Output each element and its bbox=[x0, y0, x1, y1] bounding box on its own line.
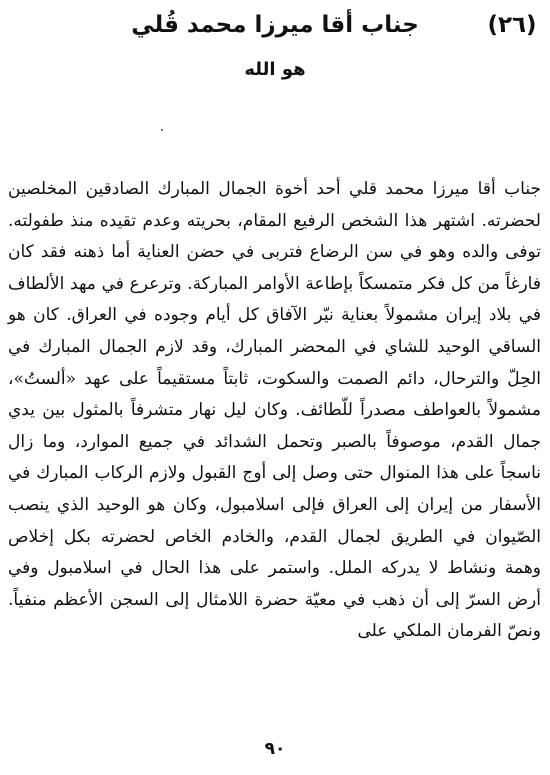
chapter-number: (٢٦) bbox=[487, 12, 537, 38]
ink-dot bbox=[161, 129, 163, 131]
body-paragraph: جناب أقا ميرزا محمد قلي أحد أخوة الجمال المبارك الصادقين المخلصين لحضرته. اشتهر هذا الشخص الرفيع المقام، بحريته وعدم تقيده منذ طفولته. توفى والده وهو في سن الرضاع فتربى في حضن العناية أما ذهنه فقد كان فارغاً من كل فكر متمسكاً بإطاعة الأوامر المباركة. وترعرع في مهد الألطاف في بلاد إيران مشمولاً بعناية نيّر الآفاق كل أيام وجوده في العراق. كان هو الساقي الوحيد للشاي في المحضر المبارك، وقد لازم الجمال المبارك في الحِلّ والترحال، دائم الصمت والسكوت، ثابتاً مستقيماً على عهد «ألستُ»، مشمولاً بالعواطف مصدراً للّطائف. وكان ليل نهار متشرفاً بالمثول بين يدي جمال القدم، موصوفاً بالصبر وتحمل الشدائد في جميع الموارد، وما زال ناسجاً على هذا المنوال حتى وصل إلى أوج القبول ولازم الركاب المبارك في الأسفار من إيران إلى العراق فإلى اسلامبول، وكان هو الوحيد الذي ينصب الصّيوان في الطريق لجمال القدم، والخادم الخاص لحضرته بكل إخلاص وهمة ونشاط لا يدركه الملل. واستمر على هذا الحال في اسلامبول وفي أرض السرّ إلى أن ذهب في معيّة حضرة اللامثال إلى السجن الأعظم منفياً. ونصّ الفرمان الملكي على bbox=[8, 179, 541, 642]
invocation-heading: هو الله bbox=[244, 59, 306, 80]
page-number: ٩٠ bbox=[264, 739, 286, 759]
chapter-title: جناب أقا ميرزا محمد قُلي bbox=[131, 12, 419, 38]
